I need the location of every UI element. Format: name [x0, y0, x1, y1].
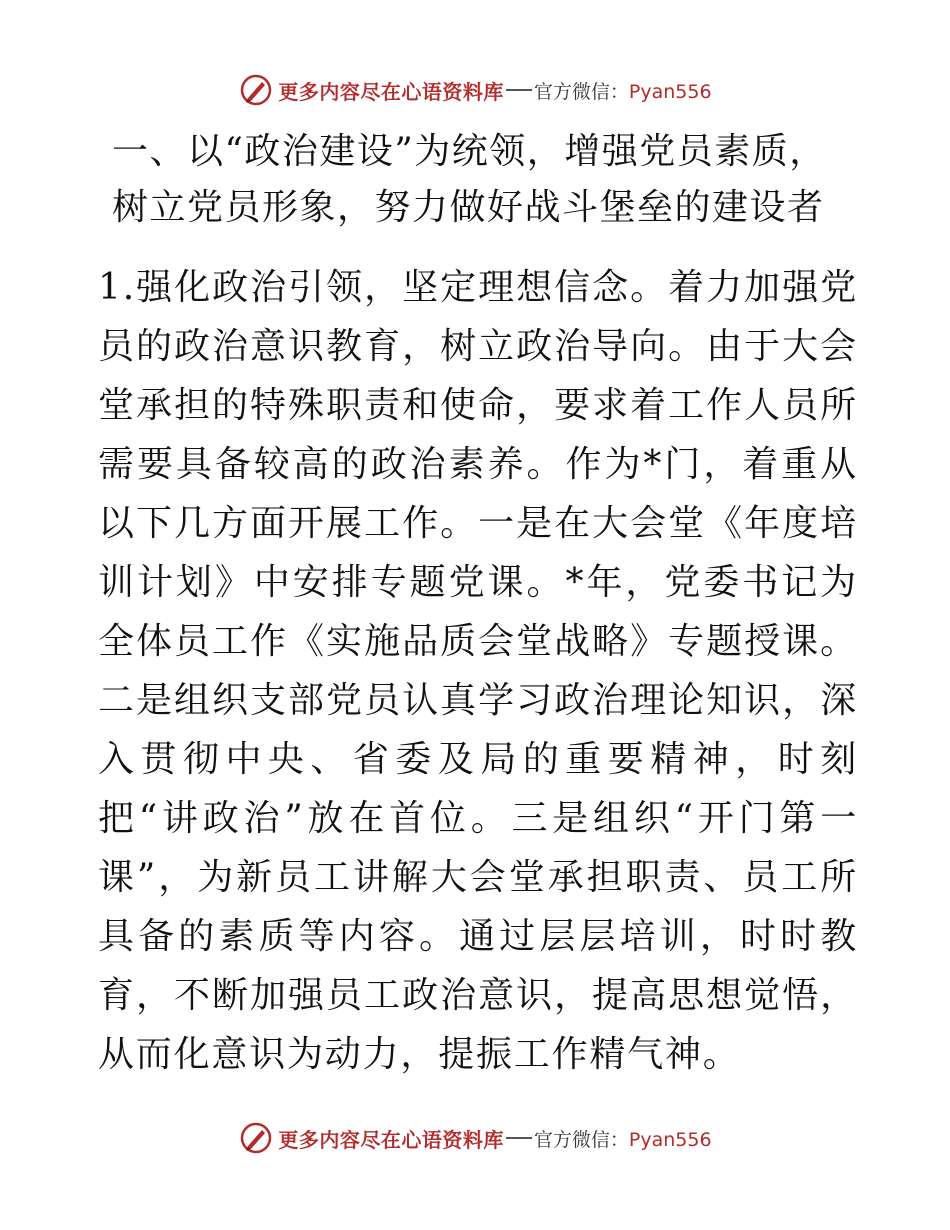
section-heading: 一、以“政治建设”为统领，增强党员素质，树立党员形象，努力做好战斗堡垒的建设者 [112, 131, 827, 228]
brand-text: 更多内容尽在心语资料库 [278, 1127, 504, 1152]
wechat-id: Pyan556 [628, 80, 712, 103]
brand-text: 更多内容尽在心语资料库 [278, 79, 504, 104]
pen-circle-logo-icon [238, 72, 274, 108]
body-paragraph: 1.强化政治引领，坚定理想信念。着力加强党员的政治意识教育，树立政治导向。由于大会堂承担的特殊职责和使命，要求着工作人员所需要具备较高的政治素养。作为*门，着重从以下几方面开展工作。一是在大会堂《年度培训计划》中安排专题党课。*年，党委书记为全体员工作《实施品质会堂战略》专题授课。二是组织支部党员认真学习政治理论知识，深入贯彻中央、省委及局的重要精神，时刻把“讲政治”放在首位。三是组织“开门第一课”，为新员工讲解大会堂承担职责、员工所具备的素质等内容。通过层层培训，时时教育，不断加强员工政治意识，提高思想觉悟，从而化意识为动力，提振工作精气神。 [98, 267, 858, 1075]
banner-divider [506, 89, 532, 91]
pen-circle-logo-icon [238, 1120, 274, 1156]
banner-divider [506, 1137, 532, 1139]
document-body [98, 124, 858, 1084]
header-banner [0, 70, 950, 110]
wechat-id: Pyan556 [628, 1128, 712, 1151]
contact-text [534, 77, 712, 104]
footer-banner [0, 1118, 950, 1158]
contact-label: 官方微信： [533, 80, 629, 103]
contact-text [534, 1125, 712, 1152]
contact-label: 官方微信： [533, 1128, 629, 1151]
